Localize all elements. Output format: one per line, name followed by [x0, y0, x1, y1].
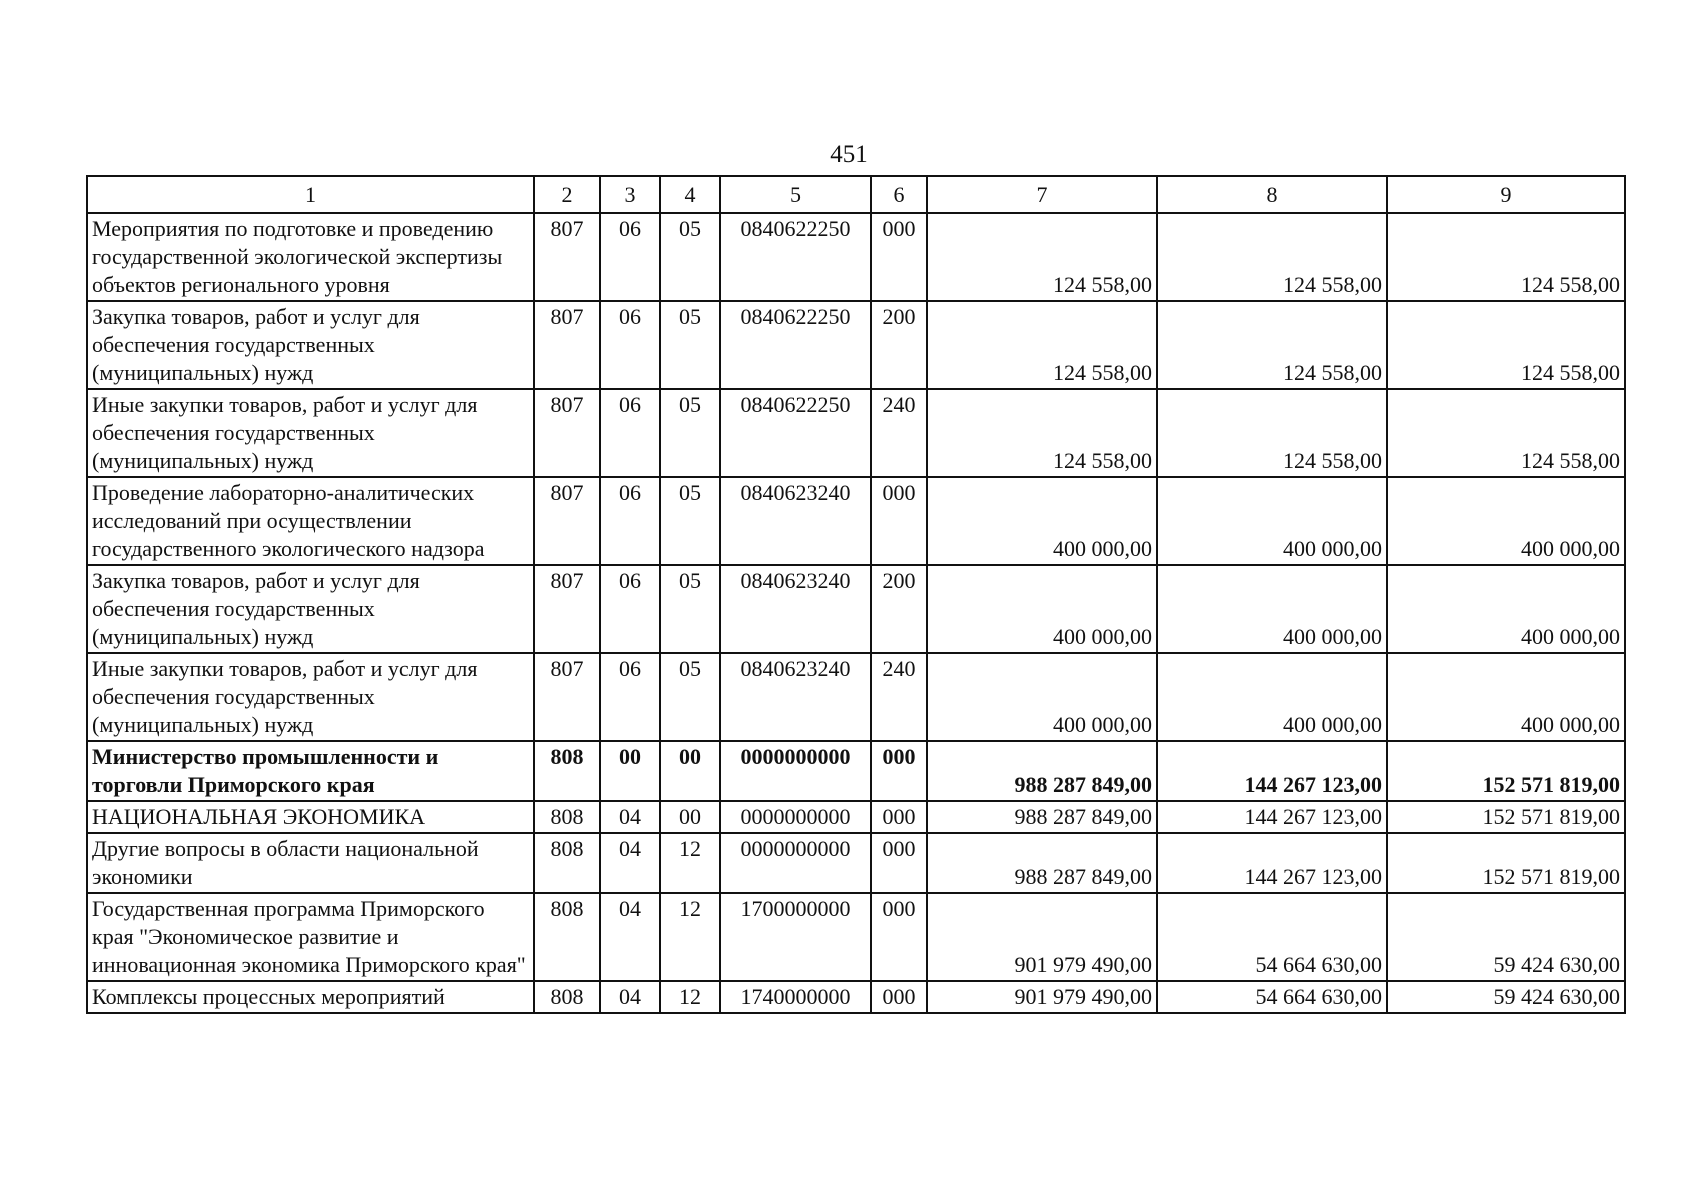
- section-code: 06: [600, 389, 660, 477]
- subsection-code: 00: [660, 741, 720, 801]
- amount-col-7: 988 287 849,00: [927, 741, 1157, 801]
- row-name: Мероприятия по подготовке и проведению государственной экологической экспертизы объектов регионального уровня: [87, 213, 534, 301]
- amount-col-7: 400 000,00: [927, 565, 1157, 653]
- target-article-code: 0840622250: [720, 389, 871, 477]
- ministry-code: 808: [534, 833, 600, 893]
- expense-type-code: 000: [871, 893, 927, 981]
- section-code: 04: [600, 893, 660, 981]
- amount-col-9: 59 424 630,00: [1387, 893, 1625, 981]
- amount-col-9: 124 558,00: [1387, 389, 1625, 477]
- section-code: 00: [600, 741, 660, 801]
- page-number: 451: [830, 141, 868, 168]
- subsection-code: 12: [660, 981, 720, 1013]
- subsection-code: 05: [660, 389, 720, 477]
- amount-col-8: 54 664 630,00: [1157, 893, 1387, 981]
- column-header: 6: [871, 176, 927, 213]
- amount-col-9: 400 000,00: [1387, 653, 1625, 741]
- subsection-code: 12: [660, 833, 720, 893]
- subsection-code: 00: [660, 801, 720, 833]
- expense-type-code: 000: [871, 833, 927, 893]
- ministry-code: 807: [534, 565, 600, 653]
- row-name: Комплексы процессных мероприятий: [87, 981, 534, 1013]
- table-row: [87, 981, 1625, 1013]
- row-name: Проведение лабораторно-аналитических исследований при осуществлении государственного экологического надзора: [87, 477, 534, 565]
- expense-type-code: 240: [871, 653, 927, 741]
- row-name: Государственная программа Приморского края "Экономическое развитие и инновационная экономика Приморского края": [87, 893, 534, 981]
- table-row: [87, 893, 1625, 981]
- amount-col-9: 400 000,00: [1387, 565, 1625, 653]
- target-article-code: 0840622250: [720, 213, 871, 301]
- table-row: [87, 213, 1625, 301]
- row-name: Иные закупки товаров, работ и услуг для обеспечения государственных (муниципальных) нужд: [87, 653, 534, 741]
- row-name: Закупка товаров, работ и услуг для обеспечения государственных (муниципальных) нужд: [87, 565, 534, 653]
- amount-col-9: 124 558,00: [1387, 301, 1625, 389]
- ministry-code: 807: [534, 389, 600, 477]
- target-article-code: 0840623240: [720, 477, 871, 565]
- amount-col-7: 901 979 490,00: [927, 981, 1157, 1013]
- column-header: 3: [600, 176, 660, 213]
- subsection-code: 12: [660, 893, 720, 981]
- amount-col-7: 988 287 849,00: [927, 833, 1157, 893]
- table-row: [87, 565, 1625, 653]
- subsection-code: 05: [660, 213, 720, 301]
- section-code: 06: [600, 565, 660, 653]
- row-name: Иные закупки товаров, работ и услуг для обеспечения государственных (муниципальных) нужд: [87, 389, 534, 477]
- amount-col-7: 400 000,00: [927, 477, 1157, 565]
- amount-col-7: 400 000,00: [927, 653, 1157, 741]
- target-article-code: 0000000000: [720, 801, 871, 833]
- expense-type-code: 200: [871, 301, 927, 389]
- expense-type-code: 000: [871, 741, 927, 801]
- amount-col-9: 152 571 819,00: [1387, 833, 1625, 893]
- section-code: 06: [600, 213, 660, 301]
- target-article-code: 0840623240: [720, 653, 871, 741]
- ministry-code: 808: [534, 801, 600, 833]
- amount-col-9: 152 571 819,00: [1387, 801, 1625, 833]
- column-header: 2: [534, 176, 600, 213]
- ministry-code: 808: [534, 741, 600, 801]
- table-row: [87, 833, 1625, 893]
- ministry-code: 808: [534, 981, 600, 1013]
- amount-col-8: 124 558,00: [1157, 213, 1387, 301]
- ministry-code: 807: [534, 477, 600, 565]
- ministry-code: 807: [534, 653, 600, 741]
- amount-col-8: 144 267 123,00: [1157, 801, 1387, 833]
- amount-col-7: 901 979 490,00: [927, 893, 1157, 981]
- amount-col-8: 400 000,00: [1157, 477, 1387, 565]
- expense-type-code: 000: [871, 477, 927, 565]
- amount-col-7: 124 558,00: [927, 213, 1157, 301]
- table-row: [87, 477, 1625, 565]
- amount-col-8: 124 558,00: [1157, 389, 1387, 477]
- column-header: 5: [720, 176, 871, 213]
- column-header: 4: [660, 176, 720, 213]
- section-code: 04: [600, 981, 660, 1013]
- ministry-code: 808: [534, 893, 600, 981]
- subsection-code: 05: [660, 653, 720, 741]
- amount-col-7: 124 558,00: [927, 301, 1157, 389]
- amount-col-9: 59 424 630,00: [1387, 981, 1625, 1013]
- section-code: 04: [600, 833, 660, 893]
- target-article-code: 1740000000: [720, 981, 871, 1013]
- amount-col-8: 400 000,00: [1157, 565, 1387, 653]
- subsection-code: 05: [660, 565, 720, 653]
- amount-col-8: 144 267 123,00: [1157, 741, 1387, 801]
- expense-type-code: 200: [871, 565, 927, 653]
- table-row: [87, 389, 1625, 477]
- amount-col-7: 124 558,00: [927, 389, 1157, 477]
- expense-type-code: 000: [871, 981, 927, 1013]
- amount-col-9: 152 571 819,00: [1387, 741, 1625, 801]
- column-header: 1: [87, 176, 534, 213]
- column-number-row: [87, 176, 1625, 213]
- section-code: 06: [600, 653, 660, 741]
- table-row: [87, 741, 1625, 801]
- row-name: Закупка товаров, работ и услуг для обеспечения государственных (муниципальных) нужд: [87, 301, 534, 389]
- subsection-code: 05: [660, 477, 720, 565]
- column-header: 8: [1157, 176, 1387, 213]
- row-name: Другие вопросы в области национальной экономики: [87, 833, 534, 893]
- amount-col-7: 988 287 849,00: [927, 801, 1157, 833]
- column-header: 9: [1387, 176, 1625, 213]
- amount-col-8: 124 558,00: [1157, 301, 1387, 389]
- expense-type-code: 000: [871, 213, 927, 301]
- table-row: [87, 301, 1625, 389]
- table-row: [87, 653, 1625, 741]
- expense-type-code: 000: [871, 801, 927, 833]
- ministry-code: 807: [534, 213, 600, 301]
- table-row: [87, 801, 1625, 833]
- budget-table: [86, 175, 1626, 1014]
- target-article-code: 1700000000: [720, 893, 871, 981]
- amount-col-8: 400 000,00: [1157, 653, 1387, 741]
- amount-col-9: 400 000,00: [1387, 477, 1625, 565]
- target-article-code: 0000000000: [720, 833, 871, 893]
- column-header: 7: [927, 176, 1157, 213]
- expense-type-code: 240: [871, 389, 927, 477]
- target-article-code: 0840623240: [720, 565, 871, 653]
- amount-col-8: 144 267 123,00: [1157, 833, 1387, 893]
- row-name: НАЦИОНАЛЬНАЯ ЭКОНОМИКА: [87, 801, 534, 833]
- section-code: 04: [600, 801, 660, 833]
- section-code: 06: [600, 477, 660, 565]
- amount-col-9: 124 558,00: [1387, 213, 1625, 301]
- ministry-code: 807: [534, 301, 600, 389]
- row-name: Министерство промышленности и торговли Приморского края: [87, 741, 534, 801]
- section-code: 06: [600, 301, 660, 389]
- target-article-code: 0840622250: [720, 301, 871, 389]
- subsection-code: 05: [660, 301, 720, 389]
- amount-col-8: 54 664 630,00: [1157, 981, 1387, 1013]
- target-article-code: 0000000000: [720, 741, 871, 801]
